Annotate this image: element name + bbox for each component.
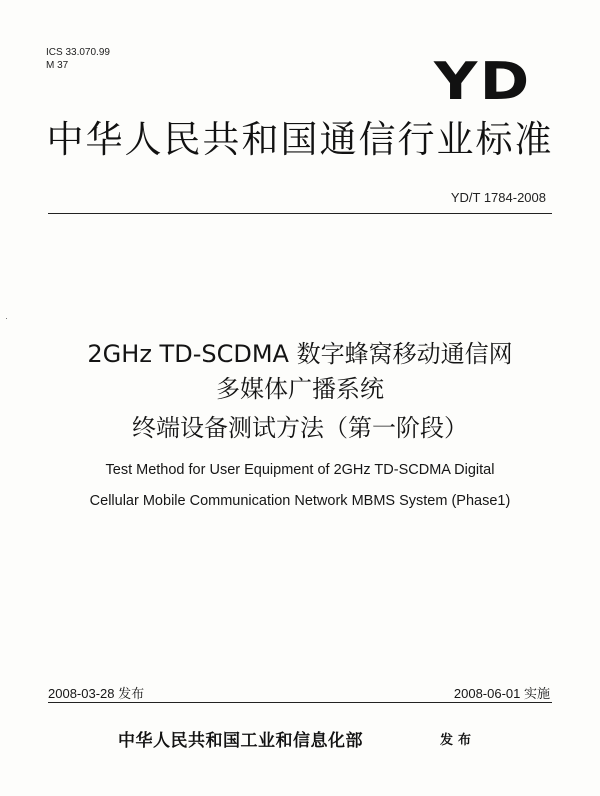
publisher-name: 中华人民共和国工业和信息化部	[118, 731, 363, 751]
chinese-title-line-3: 终端设备测试方法（第一阶段）	[132, 414, 468, 442]
english-title-line-2: Cellular Mobile Communication Network MBMS System (Phase1)	[89, 493, 511, 509]
english-title-line-1: Test Method for User Equipment of 2GHz TD-SCDMA Digital	[105, 462, 495, 478]
organization-title: 中华人民共和国通信行业标准	[46, 118, 554, 161]
category-code: M 37	[46, 60, 69, 71]
issue-date: 2008-03-28 发布	[48, 686, 145, 701]
scan-speck	[6, 318, 7, 319]
bottom-divider	[48, 702, 552, 703]
chinese-title-line-2: 多媒体广播系统	[216, 375, 384, 403]
implementation-date: 2008-06-01 实施	[453, 686, 550, 701]
yd-logo: YD	[434, 52, 532, 112]
chinese-title-line-1: 2GHz TD-SCDMA 数字蜂窝移动通信网	[87, 340, 513, 368]
ics-code: ICS 33.070.99	[46, 47, 110, 58]
top-divider	[48, 213, 552, 214]
classification-codes	[46, 46, 110, 72]
standard-number: YD/T 1784-2008	[450, 190, 546, 205]
publish-label: 发布	[440, 733, 477, 748]
